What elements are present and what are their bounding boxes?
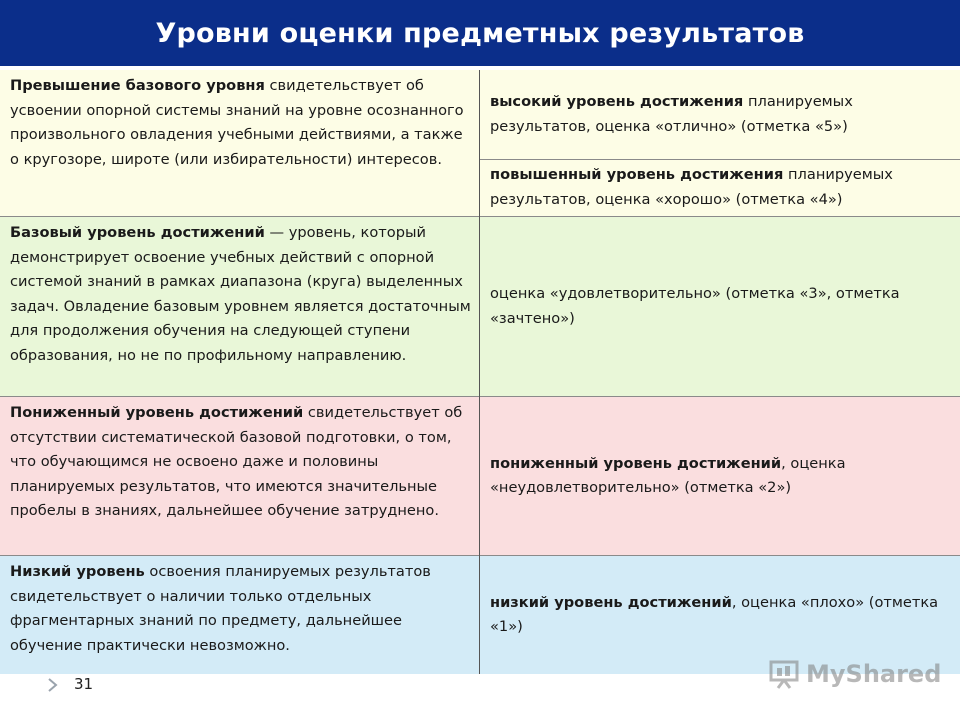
level-name: Низкий уровень bbox=[10, 563, 145, 580]
row-description bbox=[0, 556, 480, 674]
grade-level-name: низкий уровень достижений bbox=[490, 593, 732, 611]
level-name: Базовый уровень достижений bbox=[10, 224, 265, 241]
grade-cell bbox=[480, 70, 960, 159]
grade-cell bbox=[480, 217, 960, 396]
slide-title: Уровни оценки предметных результатов bbox=[155, 17, 805, 49]
level-description: освоения планируемых результатов свидетельствует о наличии только отдельных фрагментарных знаний по предмету, дальнейшее обучение практически невозможно. bbox=[10, 563, 431, 654]
grade-description: планируемых результатов, оценка «хорошо» (отметка «4») bbox=[490, 166, 893, 208]
grade-cell bbox=[480, 159, 960, 216]
table-row bbox=[0, 397, 960, 555]
table-row bbox=[0, 217, 960, 396]
chevron-right-icon bbox=[46, 678, 60, 692]
watermark-text: MyShared bbox=[806, 660, 942, 688]
column-divider bbox=[479, 70, 480, 674]
level-description: свидетельствует об отсутствии систематической базовой подготовки, о том, что обучающимся не освоено даже и половины планируемых результатов, что имеются значительные пробелы в знаниях, дальнейшее обучение затруднено. bbox=[10, 404, 463, 519]
level-description: свидетельствует об усвоении опорной системы знаний на уровне осознанного произвольного овладения учебными действиями, а также о кругозоре, широте (или избирательности) интересов. bbox=[10, 77, 464, 168]
grade-level-name: пониженный уровень достижений bbox=[490, 454, 782, 472]
grade-level-name: повышенный уровень достижения bbox=[490, 166, 784, 183]
levels-table bbox=[0, 70, 960, 674]
grade-description: оценка «удовлетворительно» (отметка «3», отметка «зачтено») bbox=[490, 285, 900, 327]
presentation-icon bbox=[768, 659, 800, 689]
grade-description: планируемых результатов, оценка «отлично» (отметка «5») bbox=[490, 93, 853, 135]
level-name: Пониженный уровень достижений bbox=[10, 404, 304, 421]
level-description: — уровень, который демонстрирует освоение учебных действий с опорной системой знаний в рамках диапазона (круга) выделенных задач. Овладение базовым уровнем является достаточным для продолжения обучения на следующей ступени образования, но не по профильному направлению. bbox=[10, 224, 471, 364]
title-bar bbox=[0, 0, 960, 66]
page-number: 31 bbox=[74, 675, 94, 693]
grade-level-name: высокий уровень достижения bbox=[490, 93, 744, 110]
row-description bbox=[0, 70, 480, 216]
table-row bbox=[0, 70, 960, 216]
grade-cell bbox=[480, 556, 960, 674]
grade-description: , оценка «плохо» (отметка «1») bbox=[490, 593, 939, 635]
level-name: Превышение базового уровня bbox=[10, 77, 265, 94]
grade-cell bbox=[480, 397, 960, 555]
grade-description: , оценка «неудовлетворительно» (отметка «2») bbox=[490, 454, 846, 496]
table-row bbox=[0, 556, 960, 674]
row-description bbox=[0, 217, 480, 396]
watermark-logo bbox=[768, 658, 941, 690]
row-description bbox=[0, 397, 480, 555]
